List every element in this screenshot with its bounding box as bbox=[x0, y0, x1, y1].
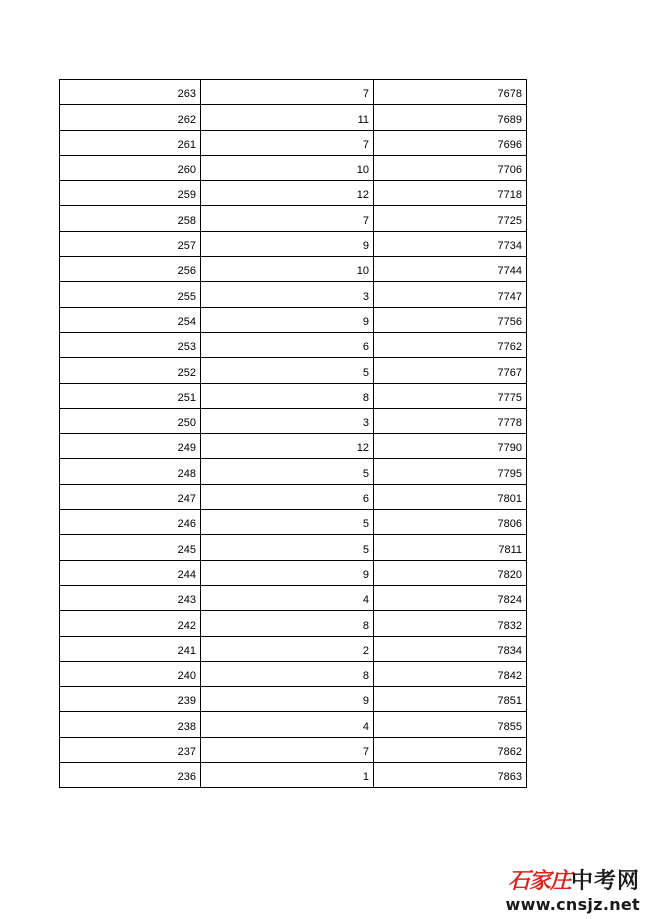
score-cell: 249 bbox=[60, 434, 201, 459]
count-cell: 8 bbox=[201, 661, 374, 686]
table-row bbox=[60, 231, 527, 256]
table-row bbox=[60, 636, 527, 661]
table-row bbox=[60, 535, 527, 560]
cumulative-cell: 7734 bbox=[374, 231, 527, 256]
count-cell: 8 bbox=[201, 383, 374, 408]
table-row bbox=[60, 585, 527, 610]
count-cell: 5 bbox=[201, 459, 374, 484]
table-row bbox=[60, 383, 527, 408]
table-row bbox=[60, 181, 527, 206]
score-distribution-table bbox=[59, 79, 527, 788]
cumulative-cell: 7795 bbox=[374, 459, 527, 484]
cumulative-cell: 7834 bbox=[374, 636, 527, 661]
score-cell: 251 bbox=[60, 383, 201, 408]
score-cell: 248 bbox=[60, 459, 201, 484]
count-cell: 1 bbox=[201, 763, 374, 788]
cumulative-cell: 7744 bbox=[374, 257, 527, 282]
cumulative-cell: 7747 bbox=[374, 282, 527, 307]
cumulative-cell: 7725 bbox=[374, 206, 527, 231]
count-cell: 3 bbox=[201, 408, 374, 433]
cumulative-cell: 7851 bbox=[374, 687, 527, 712]
table-row bbox=[60, 712, 527, 737]
cumulative-cell: 7775 bbox=[374, 383, 527, 408]
table-row bbox=[60, 763, 527, 788]
cumulative-cell: 7718 bbox=[374, 181, 527, 206]
watermark-script-logo: 石家庄 bbox=[507, 868, 571, 894]
table-row bbox=[60, 206, 527, 231]
score-cell: 262 bbox=[60, 105, 201, 130]
cumulative-cell: 7696 bbox=[374, 130, 527, 155]
table-row bbox=[60, 358, 527, 383]
table-row bbox=[60, 257, 527, 282]
score-cell: 241 bbox=[60, 636, 201, 661]
score-cell: 258 bbox=[60, 206, 201, 231]
count-cell: 5 bbox=[201, 535, 374, 560]
score-cell: 246 bbox=[60, 510, 201, 535]
score-cell: 240 bbox=[60, 661, 201, 686]
cumulative-cell: 7811 bbox=[374, 535, 527, 560]
score-cell: 255 bbox=[60, 282, 201, 307]
count-cell: 5 bbox=[201, 358, 374, 383]
cumulative-cell: 7806 bbox=[374, 510, 527, 535]
count-cell: 9 bbox=[201, 560, 374, 585]
cumulative-cell: 7790 bbox=[374, 434, 527, 459]
score-cell: 259 bbox=[60, 181, 201, 206]
count-cell: 11 bbox=[201, 105, 374, 130]
table-row bbox=[60, 155, 527, 180]
table-row bbox=[60, 737, 527, 762]
score-cell: 263 bbox=[60, 80, 201, 105]
table-row bbox=[60, 80, 527, 105]
score-cell: 257 bbox=[60, 231, 201, 256]
count-cell: 12 bbox=[201, 434, 374, 459]
table-row bbox=[60, 105, 527, 130]
score-cell: 244 bbox=[60, 560, 201, 585]
count-cell: 9 bbox=[201, 307, 374, 332]
watermark-url: www.cnsjz.net bbox=[505, 895, 640, 914]
cumulative-cell: 7778 bbox=[374, 408, 527, 433]
score-cell: 237 bbox=[60, 737, 201, 762]
table-row bbox=[60, 687, 527, 712]
count-cell: 6 bbox=[201, 332, 374, 357]
score-cell: 261 bbox=[60, 130, 201, 155]
cumulative-cell: 7767 bbox=[374, 358, 527, 383]
cumulative-cell: 7689 bbox=[374, 105, 527, 130]
score-cell: 254 bbox=[60, 307, 201, 332]
count-cell: 5 bbox=[201, 510, 374, 535]
score-cell: 253 bbox=[60, 332, 201, 357]
score-cell: 238 bbox=[60, 712, 201, 737]
score-cell: 260 bbox=[60, 155, 201, 180]
score-cell: 242 bbox=[60, 611, 201, 636]
cumulative-cell: 7824 bbox=[374, 585, 527, 610]
count-cell: 7 bbox=[201, 737, 374, 762]
count-cell: 10 bbox=[201, 155, 374, 180]
table-row bbox=[60, 611, 527, 636]
score-cell: 256 bbox=[60, 257, 201, 282]
count-cell: 4 bbox=[201, 585, 374, 610]
table-row bbox=[60, 510, 527, 535]
score-cell: 250 bbox=[60, 408, 201, 433]
cumulative-cell: 7756 bbox=[374, 307, 527, 332]
count-cell: 12 bbox=[201, 181, 374, 206]
cumulative-cell: 7855 bbox=[374, 712, 527, 737]
count-cell: 4 bbox=[201, 712, 374, 737]
table-row bbox=[60, 130, 527, 155]
cumulative-cell: 7678 bbox=[374, 80, 527, 105]
cumulative-cell: 7762 bbox=[374, 332, 527, 357]
cumulative-cell: 7842 bbox=[374, 661, 527, 686]
table-row bbox=[60, 459, 527, 484]
cumulative-cell: 7820 bbox=[374, 560, 527, 585]
table-row bbox=[60, 307, 527, 332]
count-cell: 9 bbox=[201, 231, 374, 256]
cumulative-cell: 7862 bbox=[374, 737, 527, 762]
count-cell: 10 bbox=[201, 257, 374, 282]
table-row bbox=[60, 408, 527, 433]
score-cell: 247 bbox=[60, 484, 201, 509]
count-cell: 7 bbox=[201, 206, 374, 231]
cumulative-cell: 7801 bbox=[374, 484, 527, 509]
table-row bbox=[60, 332, 527, 357]
count-cell: 2 bbox=[201, 636, 374, 661]
count-cell: 3 bbox=[201, 282, 374, 307]
score-cell: 245 bbox=[60, 535, 201, 560]
count-cell: 9 bbox=[201, 687, 374, 712]
watermark-title bbox=[508, 868, 640, 895]
table-body bbox=[60, 80, 527, 788]
site-watermark bbox=[498, 868, 646, 916]
count-cell: 7 bbox=[201, 80, 374, 105]
score-cell: 236 bbox=[60, 763, 201, 788]
score-cell: 252 bbox=[60, 358, 201, 383]
table-row bbox=[60, 560, 527, 585]
cumulative-cell: 7863 bbox=[374, 763, 527, 788]
count-cell: 6 bbox=[201, 484, 374, 509]
table-row bbox=[60, 661, 527, 686]
cumulative-cell: 7832 bbox=[374, 611, 527, 636]
score-cell: 239 bbox=[60, 687, 201, 712]
table-row bbox=[60, 484, 527, 509]
count-cell: 8 bbox=[201, 611, 374, 636]
table-row bbox=[60, 434, 527, 459]
count-cell: 7 bbox=[201, 130, 374, 155]
cumulative-cell: 7706 bbox=[374, 155, 527, 180]
table-row bbox=[60, 282, 527, 307]
score-cell: 243 bbox=[60, 585, 201, 610]
watermark-site-name: 中考网 bbox=[570, 869, 640, 894]
